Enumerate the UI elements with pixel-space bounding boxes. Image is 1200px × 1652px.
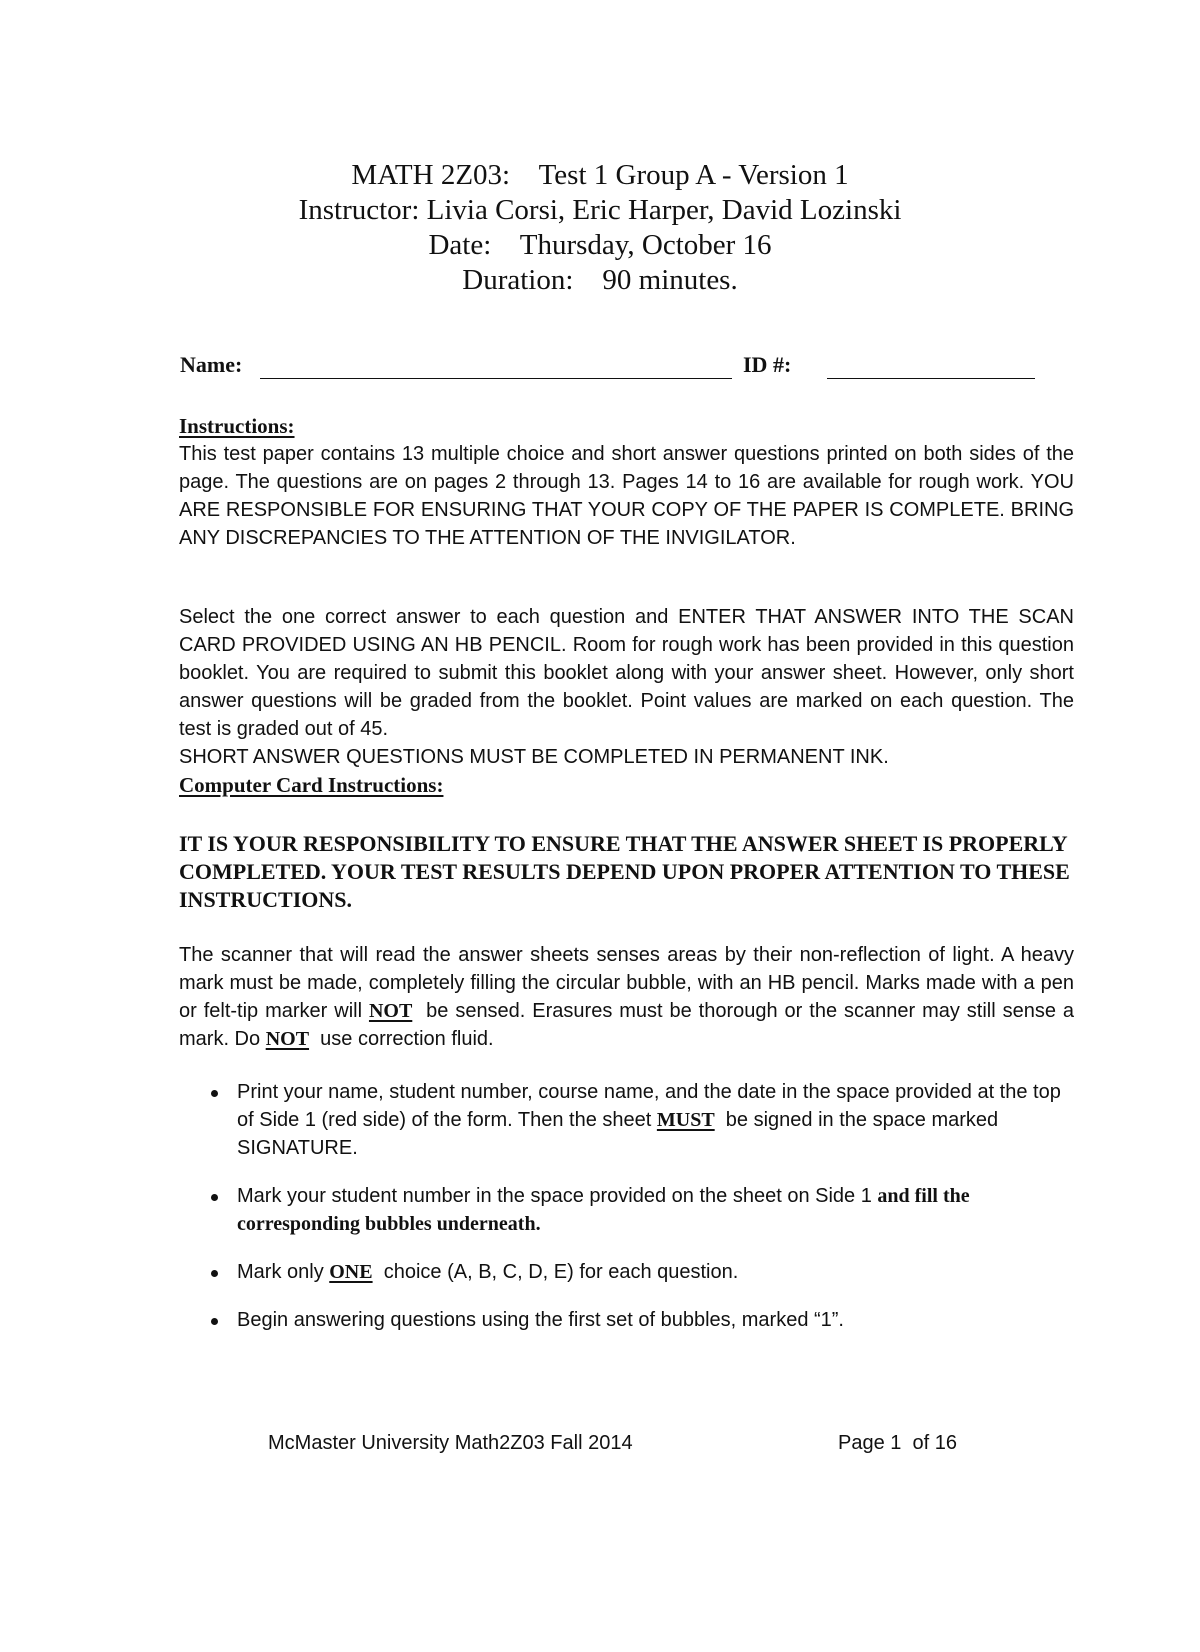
bullet-2-text-a: Mark your student number in the space provided on the sheet on Side 1 [237, 1185, 878, 1207]
list-item [205, 1078, 1075, 1162]
scanner-text-c: use correction fluid. [309, 1028, 494, 1050]
page-footer [0, 1432, 1200, 1462]
computer-card-heading: Computer Card Instructions: [179, 773, 444, 797]
id-label: ID #: [743, 352, 792, 377]
duration-line: Duration: 90 minutes. [462, 264, 738, 296]
bullet-3-text-a: Mark only [237, 1261, 330, 1283]
exam-header [0, 158, 1200, 298]
permanent-ink-note: SHORT ANSWER QUESTIONS MUST BE COMPLETED IN PERMANENT INK. [179, 746, 889, 768]
date-line: Date: Thursday, October 16 [428, 229, 772, 261]
bullet-1-text-b: be signed in the space marked SIGNATURE. [237, 1109, 1004, 1159]
scanner-text-b: be sensed. Erasures must be thorough or the scanner may still sense a mark. Do [179, 1000, 1080, 1050]
bullet-2-bold: and fill the corresponding bubbles underneath. [237, 1185, 970, 1235]
exam-title: MATH 2Z03: Test 1 Group A - Version 1 [351, 159, 849, 191]
must-emphasis: MUST [656, 1109, 715, 1131]
name-id-row [180, 352, 1080, 382]
bullet-1-text-a: Print your name, student number, course name, and the date in the space provided at the top of Side 1 (red side) of the form. Then the sheet [237, 1081, 1061, 1131]
not-emphasis-1: NOT [368, 1000, 413, 1022]
bullet-icon [211, 1318, 218, 1325]
bullet-icon [211, 1270, 218, 1277]
instructions-para-2: Select the one correct answer to each question and ENTER THAT ANSWER INTO THE SCAN CARD PROVIDED USING AN HB PENCIL. Room for rough work has been provided in this question booklet. You are required to submit this booklet along with your answer sheet. However, only short answer questions will be graded from the booklet. Point values are marked on each question. The test is graded out of 45. [179, 606, 1074, 740]
bullet-icon [211, 1090, 218, 1097]
bullet-4-text: Begin answering questions using the first set of bubbles, marked “1”. [237, 1309, 844, 1331]
bullet-3-text-b: choice (A, B, C, D, E) for each question. [372, 1261, 739, 1283]
footer-page-number: Page 1 of 16 [838, 1432, 957, 1454]
scanner-paragraph [179, 941, 1080, 1053]
instructions-para-2-block [179, 603, 1074, 799]
id-field-line[interactable] [827, 378, 1035, 379]
not-emphasis-2: NOT [265, 1028, 310, 1050]
instructions-heading: Instructions: [179, 414, 295, 438]
name-field-line[interactable] [260, 378, 732, 379]
scanner-text-a: The scanner that will read the answer sheets senses areas by their non-reflection of light. A heavy mark must be made, completely filling the circular bubble, with an HB pencil. Marks made with a pen or felt-tip marker will [179, 944, 1074, 1022]
instructions-para-1: This test paper contains 13 multiple choice and short answer questions printed on both sides of the page. The questions are on pages 2 through 13. Pages 14 to 16 are available for rough work. YOU ARE RESPONSIBLE FOR ENSURING THAT YOUR COPY OF THE PAPER IS COMPLETE. BRING ANY DISCREPANCIES TO THE ATTENTION OF THE INVIGILATOR. [179, 443, 1074, 549]
instructions-section [179, 412, 1074, 552]
name-label: Name: [180, 352, 243, 377]
list-item [205, 1306, 1075, 1334]
bullet-icon [211, 1194, 218, 1201]
card-instruction-list [205, 1078, 1075, 1354]
list-item [205, 1182, 1075, 1238]
footer-course: McMaster University Math2Z03 Fall 2014 [268, 1432, 633, 1454]
list-item [205, 1258, 1075, 1286]
instructor-line: Instructor: Livia Corsi, Eric Harper, David Lozinski [298, 194, 902, 226]
one-emphasis: ONE [329, 1261, 373, 1283]
responsibility-warning: IT IS YOUR RESPONSIBILITY TO ENSURE THAT THE ANSWER SHEET IS PROPERLY COMPLETED. YOUR TEST RESULTS DEPEND UPON PROPER ATTENTION TO THESE INSTRUCTIONS. [179, 831, 1070, 912]
